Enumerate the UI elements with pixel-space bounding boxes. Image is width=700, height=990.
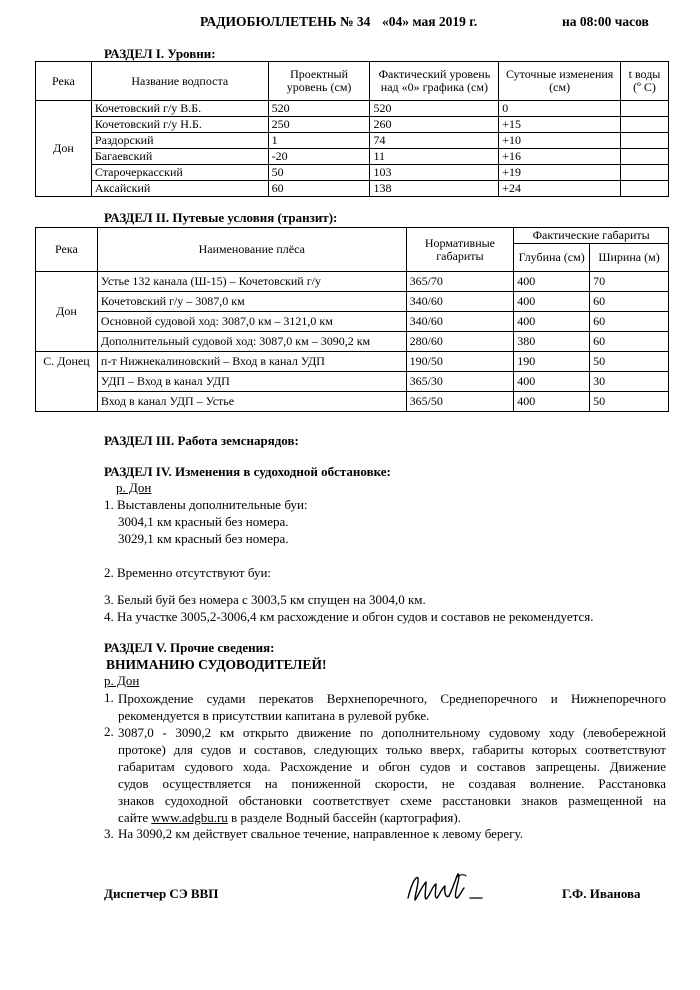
actual-level: 103: [370, 165, 499, 181]
table-row: [36, 117, 669, 133]
table-row: [36, 149, 669, 165]
station-name: Старочеркасский: [91, 165, 268, 181]
col-normative: Нормативные габариты: [406, 228, 514, 272]
reach-name: Устье 132 канала (Ш-15) – Кочетовский г/у: [97, 272, 406, 292]
actual-level: 74: [370, 133, 499, 149]
col-station: Название водпоста: [91, 62, 268, 101]
actual-depth: 400: [514, 372, 590, 392]
water-temp: [621, 133, 669, 149]
normative-dims: 280/60: [406, 332, 514, 352]
reach-name: Кочетовский г/у – 3087,0 км: [97, 292, 406, 312]
actual-width: 60: [590, 312, 669, 332]
col-reach: Наименование плёса: [97, 228, 406, 272]
bulletin-time: на 08:00 часов: [562, 14, 649, 29]
levels-header-row: [36, 62, 669, 101]
water-temp: [621, 117, 669, 133]
item-number: 2.: [104, 724, 114, 739]
normative-dims: 365/30: [406, 372, 514, 392]
reach-name: Вход в канал УДП – Устье: [97, 392, 406, 412]
attention-heading: ВНИМАНИЮ СУДОВОДИТЕЛЕЙ!: [106, 657, 327, 672]
col-depth: Глубина (см): [514, 244, 590, 272]
actual-depth: 400: [514, 312, 590, 332]
station-name: Аксайский: [91, 181, 268, 197]
paragraph-line: Прохождение судами перекатов Верхнепоречного, Среднепоречного и Нижнепоречного: [118, 691, 666, 706]
paragraph-line-with-link: [118, 809, 666, 826]
reach-name: п-т Нижнекалиновский – Вход в канал УДП: [97, 352, 406, 372]
normative-dims: 190/50: [406, 352, 514, 372]
river-name: Дон: [36, 272, 98, 352]
col-water-temp: t воды (º С): [621, 62, 669, 101]
col-project-level: Проектный уровень (см): [268, 62, 370, 101]
table-row: [36, 332, 669, 352]
actual-depth: 190: [514, 352, 590, 372]
water-temp: [621, 181, 669, 197]
actual-depth: 400: [514, 392, 590, 412]
water-temp: [621, 149, 669, 165]
section4-river: р. Дон: [116, 480, 152, 495]
table-row: [36, 181, 669, 197]
actual-width: 30: [590, 372, 669, 392]
actual-level: 138: [370, 181, 499, 197]
actual-width: 60: [590, 292, 669, 312]
link-suffix: в разделе Водный бассейн (картография).: [227, 810, 461, 825]
signature-image: [402, 868, 514, 912]
water-temp: [621, 101, 669, 117]
paragraph-line: 3087,0 - 3090,2 км открыто движение по дополнительному судовому ходу (левобережной: [118, 725, 666, 740]
col-actual-level: Фактический уровень над «0» графика (см): [370, 62, 499, 101]
section5-title: РАЗДЕЛ V. Прочие сведения:: [104, 640, 275, 655]
table-row: [36, 312, 669, 332]
daily-change: +15: [499, 117, 621, 133]
project-level: 50: [268, 165, 370, 181]
river-name: С. Донец: [36, 352, 98, 412]
normative-dims: 340/60: [406, 312, 514, 332]
dispatcher-name: Г.Ф. Иванова: [562, 886, 641, 901]
dispatcher-role: Диспетчер СЭ ВВП: [104, 886, 219, 901]
bulletin-title: РАДИОБЮЛЛЕТЕНЬ № 34: [200, 14, 371, 29]
reach-name: Дополнительный судовой ход: 3087,0 км – 3090,2 км: [97, 332, 406, 352]
actual-level: 260: [370, 117, 499, 133]
paragraph-line: рекомендуется в присутствии капитана в рулевой рубке.: [118, 708, 430, 723]
normative-dims: 365/70: [406, 272, 514, 292]
col-river: Река: [36, 62, 92, 101]
section4-line: 4. На участке 3005,2-3006,4 км расхождение и обгон судов и составов не рекомендуется.: [104, 609, 594, 624]
table-row: [36, 133, 669, 149]
actual-level: 11: [370, 149, 499, 165]
actual-level: 520: [370, 101, 499, 117]
station-name: Кочетовский г/у В.Б.: [91, 101, 268, 117]
paragraph-line: судов осуществляется на пониженной скорости, не создавая волнение. Расстановка: [118, 776, 666, 791]
website-link[interactable]: www.adgbu.ru: [151, 810, 228, 825]
route-header-row-1: [36, 228, 669, 244]
daily-change: +16: [499, 149, 621, 165]
table-row: [36, 292, 669, 312]
actual-width: 60: [590, 332, 669, 352]
table-row: [36, 165, 669, 181]
reach-name: Основной судовой ход: 3087,0 км – 3121,0 км: [97, 312, 406, 332]
project-level: -20: [268, 149, 370, 165]
actual-depth: 380: [514, 332, 590, 352]
table-row: [36, 101, 669, 117]
paragraph-line: протоке) для судов и составов, следующих только вверх, габариты которых соответствуют: [118, 742, 666, 757]
table-row: [36, 272, 669, 292]
section5-river: р. Дон: [104, 673, 140, 688]
section4-line: 2. Временно отсутствуют буи:: [104, 565, 272, 580]
normative-dims: 340/60: [406, 292, 514, 312]
station-name: Багаевский: [91, 149, 268, 165]
daily-change: +19: [499, 165, 621, 181]
project-level: 250: [268, 117, 370, 133]
table-row: [36, 372, 669, 392]
route-table: [35, 227, 669, 412]
river-name: Дон: [36, 101, 92, 197]
section5-item-1: [118, 690, 666, 724]
station-name: Кочетовский г/у Н.Б.: [91, 117, 268, 133]
reach-name: УДП – Вход в канал УДП: [97, 372, 406, 392]
section4-line: 3. Белый буй без номера с 3003,5 км спущен на 3004,0 км.: [104, 592, 426, 607]
section1-title: РАЗДЕЛ I. Уровни:: [104, 46, 216, 61]
col-daily-change: Суточные изменения (см): [499, 62, 621, 101]
col-width: Ширина (м): [590, 244, 669, 272]
station-name: Раздорский: [91, 133, 268, 149]
daily-change: 0: [499, 101, 621, 117]
water-temp: [621, 165, 669, 181]
table-row: [36, 392, 669, 412]
daily-change: +24: [499, 181, 621, 197]
section4-line: 3004,1 км красный без номера.: [118, 514, 289, 529]
section4-title: РАЗДЕЛ IV. Изменения в судоходной обстановке:: [104, 464, 391, 479]
section5-item-2: [118, 724, 666, 826]
section4-line: 1. Выставлены дополнительные буи:: [104, 497, 308, 512]
normative-dims: 365/50: [406, 392, 514, 412]
item-number: 3.: [104, 826, 114, 841]
item-number: 1.: [104, 690, 114, 705]
actual-width: 70: [590, 272, 669, 292]
section5-item-3: На 3090,2 км действует свальное течение, направленное к левому берегу.: [118, 826, 523, 841]
actual-depth: 400: [514, 292, 590, 312]
table-row: [36, 352, 669, 372]
paragraph-line: габаритам судового хода. Расхождение и обгон судов и составов запрещены. Движение: [118, 759, 666, 774]
section2-title: РАЗДЕЛ II. Путевые условия (транзит):: [104, 210, 338, 225]
link-prefix: сайте: [118, 810, 152, 825]
actual-depth: 400: [514, 272, 590, 292]
actual-width: 50: [590, 392, 669, 412]
col-river: Река: [36, 228, 98, 272]
section4-line: 3029,1 км красный без номера.: [118, 531, 289, 546]
project-level: 60: [268, 181, 370, 197]
actual-width: 50: [590, 352, 669, 372]
levels-table: [35, 61, 669, 197]
project-level: 520: [268, 101, 370, 117]
col-actual: Фактические габариты: [514, 228, 669, 244]
daily-change: +10: [499, 133, 621, 149]
bulletin-date: «04» мая 2019 г.: [382, 14, 478, 29]
section3-title: РАЗДЕЛ III. Работа земснарядов:: [104, 433, 299, 448]
paragraph-line: знаков судоходной обстановки соответствует схеме расстановки знаков размещенной на: [118, 793, 666, 808]
project-level: 1: [268, 133, 370, 149]
